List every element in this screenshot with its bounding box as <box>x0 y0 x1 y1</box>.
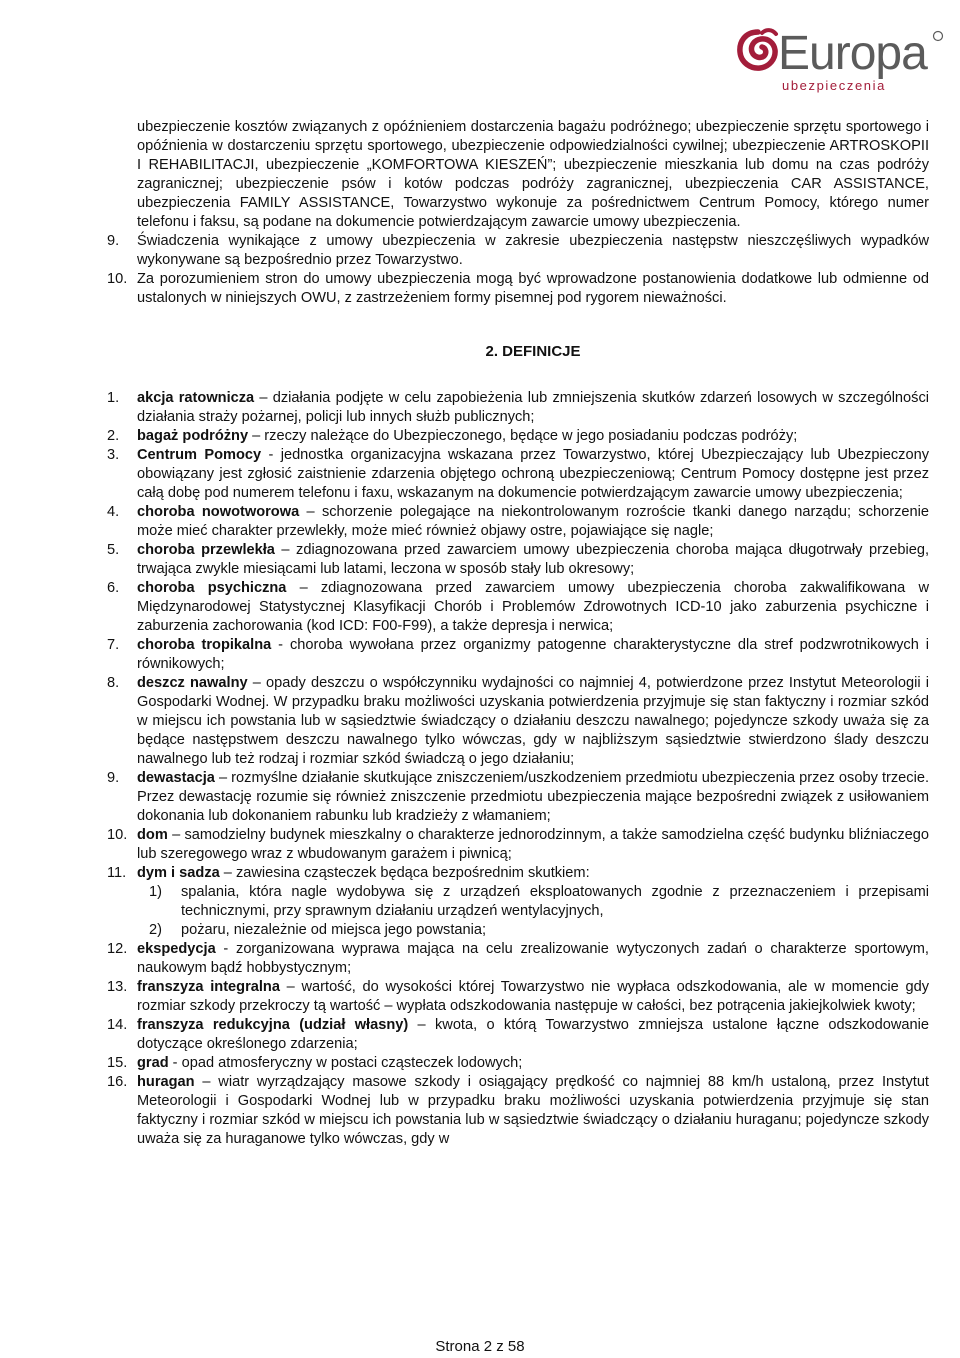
paragraph-number: 9. <box>107 233 120 249</box>
definition-term: dym i sadza <box>137 865 220 881</box>
definition-body <box>137 389 929 427</box>
logo-wordmark: Europa <box>778 27 927 80</box>
definition-term: Centrum Pomocy <box>137 447 262 463</box>
definition-number: 13. <box>107 979 128 995</box>
definition-text: – rzeczy należące do Ubezpieczonego, będące w jego posiadaniu podczas podróży; <box>248 428 798 444</box>
definition-text: – kwota, o którą Towarzystwo zmniejsza ustalone łączne odszkodowanie dotyczące określonego zdarzenia; <box>137 1017 929 1052</box>
definition-body <box>137 940 929 978</box>
definition-item <box>107 1073 929 1149</box>
definition-number: 5. <box>107 542 120 558</box>
definition-body <box>137 427 929 446</box>
definition-text: – wartość, do wysokości której Towarzystwo nie wypłaca odszkodowania, ale w momencie gdy rozmiar szkody przekroczy tą wartość – wypłata odszkodowania następuje w całości, bez potrącenia jakiejkolwiek kwoty; <box>137 979 930 1014</box>
logo-trademark-icon <box>932 30 944 42</box>
definition-number: 1. <box>107 390 120 406</box>
definition-term: dewastacja <box>137 770 215 786</box>
definition-number: 16. <box>107 1074 128 1090</box>
section-heading: 2. DEFINICJE <box>485 343 581 360</box>
definition-item <box>107 864 929 883</box>
general-provisions-list <box>107 232 929 308</box>
definition-item <box>107 541 929 579</box>
definition-item <box>107 503 929 541</box>
definition-term: choroba tropikalna <box>137 637 272 653</box>
definition-term: franszyza redukcyjna (udział własny) <box>137 1017 409 1033</box>
definition-item <box>107 1054 929 1073</box>
definition-term: choroba nowotworowa <box>137 504 300 520</box>
definition-item <box>107 1016 929 1054</box>
definition-item <box>107 769 929 826</box>
definition-number: 4. <box>107 504 120 520</box>
definition-term: dom <box>137 827 168 843</box>
definition-body <box>137 978 929 1016</box>
definition-body <box>137 1054 929 1073</box>
definition-text: - opad atmosferyczny w postaci cząsteczek lodowych; <box>168 1055 523 1071</box>
paragraph-text: Świadczenia wynikające z umowy ubezpieczenia w zakresie ubezpieczenia następstw nieszczęśliwych wypadków wykonywane są bezpośrednio przez Towarzystwo. <box>137 233 929 268</box>
definition-term: ekspedycja <box>137 941 216 957</box>
intro-continuation: ubezpieczenie kosztów związanych z opóźnieniem dostarczenia bagażu podróżnego; ubezpieczenie sprzętu sportowego i opóźnienia w dostarczeniu sprzętu sportowego, ubezpieczenie odpowiedzialności cywilnej; ubezpieczenie ARTROSKOPII I REHABILITACJI, ubezpieczenie „KOMFORTOWA KIESZEŃ”; ubezpieczenie mieszkania lub domu na czas podróży zagranicznej; ubezpieczenie psów i kotów podczas podróży zagranicznej, ubezpieczenia CAR ASSISTANCE, ubezpieczenia FAMILY ASSISTANCE, Towarzystwo wykonuje za pośrednictwem Centrum Pomocy, którego numer telefonu i faksu, są podane na dokumencie potwierdzającym zawarcie umowy ubezpieczenia. <box>137 119 929 230</box>
definition-text: – działania podjęte w celu zapobieżenia lub zmniejszenia skutków zdarzeń losowych w szczególności działania straży pożarnej, policji lub innych służb publicznych; <box>137 390 929 425</box>
definition-body <box>137 1073 929 1149</box>
definition-subitem <box>107 883 929 921</box>
numbered-paragraph <box>107 270 929 308</box>
definition-term: franszyza integralna <box>137 979 280 995</box>
definition-text: – zdiagnozowana przed zawarciem umowy ubezpieczenia choroba zakwalifikowana w Międzynarodowej Statystycznej Klasyfikacji Chorób i Problemów Zdrowotnych ICD-10 jako zaburzenia psychiczne i zaburzenia zachorowania (kod ICD: F00-F99), a także depresja i nerwica; <box>137 580 929 634</box>
definition-number: 7. <box>107 637 120 653</box>
definition-item <box>107 636 929 674</box>
definition-item <box>107 427 929 446</box>
numbered-paragraph <box>107 232 929 270</box>
company-logo <box>736 28 946 94</box>
definition-body <box>137 864 929 883</box>
page-number: Strona 2 z 58 <box>435 1338 525 1355</box>
definition-text: – zdiagnozowana przed zawarciem umowy ubezpieczenia choroba mająca długotrwały przebieg, trwająca zwykle miesiącami lub latami, leczona w sposób stały lub okresowy; <box>137 542 929 577</box>
definition-body <box>137 579 929 636</box>
definition-text: – schorzenie polegające na niekontrolowanym rozroście tkanki danego narządu; schorzenie może mieć charakter przewlekły, może mieć również objawy ostre, pojawiające się nagle; <box>137 504 929 539</box>
definition-text: – zawiesina cząsteczek będąca bezpośrednim skutkiem: <box>219 865 590 881</box>
definition-term: bagaż podróżny <box>137 428 249 444</box>
definition-text: – samodzielny budynek mieszkalny o charakterze jednorodzinnym, a także samodzielna część budynku bliźniaczego lub szeregowego wraz z wbudowanym garażem i piwnicą; <box>137 827 929 862</box>
definition-item <box>107 446 929 503</box>
definition-number: 3. <box>107 447 120 463</box>
definition-number: 11. <box>107 865 127 881</box>
subitem-text: spalania, która nagle wydobywa się z urządzeń eksploatowanych zgodnie z przeznaczeniem i przepisami technicznymi, przy sprawnym działaniu urządzeń wentylacyjnych, <box>181 884 929 919</box>
definition-number: 9. <box>107 770 120 786</box>
definition-number: 2. <box>107 428 120 444</box>
subitem-number: 1) <box>149 884 162 900</box>
definition-body <box>137 503 929 541</box>
subitem-number: 2) <box>149 922 162 938</box>
definition-number: 10. <box>107 827 128 843</box>
definition-body <box>137 1016 929 1054</box>
definition-number: 6. <box>107 580 120 596</box>
definition-item <box>107 674 929 769</box>
definition-term: deszcz nawalny <box>137 675 248 691</box>
definition-subitem <box>107 921 929 940</box>
definition-term: grad <box>137 1055 169 1071</box>
definition-number: 12. <box>107 941 128 957</box>
definition-text: - jednostka organizacyjna wskazana przez Towarzystwo, której Ubezpieczający lub Ubezpieczony obowiązany jest zgłosić zaistnienie zdarzenia objętego ochroną ubezpieczeniową; Centrum Pomocy dostępne jest przez całą dobę pod numerem telefonu i faxu, wskazanym na dokumencie potwierdzającym zawarcie umowy ubezpieczenia; <box>137 447 930 501</box>
paragraph-number: 10. <box>107 271 128 287</box>
definition-text: – wiatr wyrządzający masowe szkody i osiągający prędkość co najmniej 88 km/h ustaloną, przez Instytut Meteorologii i Gospodarki Wodnej lub w przypadku braku możliwości uzyskania potwierdzenia przyjmuje się stan faktyczny i rozmiar szkód w miejscu ich powstania lub w sąsiedztwie świadczący o działaniu huraganu; pojedyncze szkody uważa się za huraganowe tylko wówczas, gdy w <box>137 1074 929 1147</box>
subitem-text: pożaru, niezależnie od miejsca jego powstania; <box>181 922 487 938</box>
definition-number: 8. <box>107 675 120 691</box>
definition-term: choroba przewlekła <box>137 542 275 558</box>
definition-item <box>107 389 929 427</box>
logo-tagline: ubezpieczenia <box>782 78 886 93</box>
definition-item <box>107 826 929 864</box>
definition-body <box>137 826 929 864</box>
definition-body <box>137 769 929 826</box>
paragraph-text: Za porozumieniem stron do umowy ubezpieczenia mogą być wprowadzone postanowienia dodatkowe lub odmienne od ustalonych w niniejszych OWU, z zastrzeżeniem formy pisemnej pod rygorem nieważności. <box>137 271 929 306</box>
definition-term: huragan <box>137 1074 195 1090</box>
definition-term: choroba psychiczna <box>137 580 287 596</box>
definition-body <box>137 446 929 503</box>
definition-item <box>107 940 929 978</box>
definition-text: – rozmyślne działanie skutkujące zniszczeniem/uszkodzeniem przedmiotu ubezpieczenia przez osoby trzecie. Przez dewastację rozumie się również zniszczenie przedmiotu ubezpieczenia mające bezpośredni związek z usiłowaniem dokonania lub dokonaniem rabunku lub kradzieży z włamaniem; <box>137 770 929 824</box>
definition-term: akcja ratownicza <box>137 390 255 406</box>
definition-number: 14. <box>107 1017 128 1033</box>
definition-text: - choroba wywołana przez organizmy patogenne charakterystyczne dla stref podzwrotnikowych i równikowych; <box>137 637 929 672</box>
logo-swirl-icon <box>736 28 780 72</box>
definition-text: - zorganizowana wyprawa mająca na celu zrealizowanie wytyczonych zadań o charakterze sportowym, naukowym bądź hobbystycznym; <box>137 941 929 976</box>
definition-item <box>107 978 929 1016</box>
definitions-list <box>107 389 929 1149</box>
definition-item <box>107 579 929 636</box>
definition-number: 15. <box>107 1055 128 1071</box>
document-body <box>107 118 929 1149</box>
definition-body <box>137 636 929 674</box>
definition-body <box>137 674 929 769</box>
definition-body <box>137 541 929 579</box>
definition-text: – opady deszczu o współczynniku wydajności co najmniej 4, potwierdzone przez Instytut Meteorologii i Gospodarki Wodnej. W przypadku braku możliwości uzyskania potwierdzenia przyjmuje się stan faktyczny i rozmiar szkód w miejscu ich powstania lub w sąsiedztwie świadczący o działaniu deszczu nawalnego; pojedyncze szkody uważa się za będące następstwem deszczu nawalnego tylko wówczas, gdy w najbliższym sąsiedztwie stwierdzono ślady deszczu nawalnego lub też rodzaj i rozmiar szkód świadczą o jego działaniu; <box>137 675 929 767</box>
